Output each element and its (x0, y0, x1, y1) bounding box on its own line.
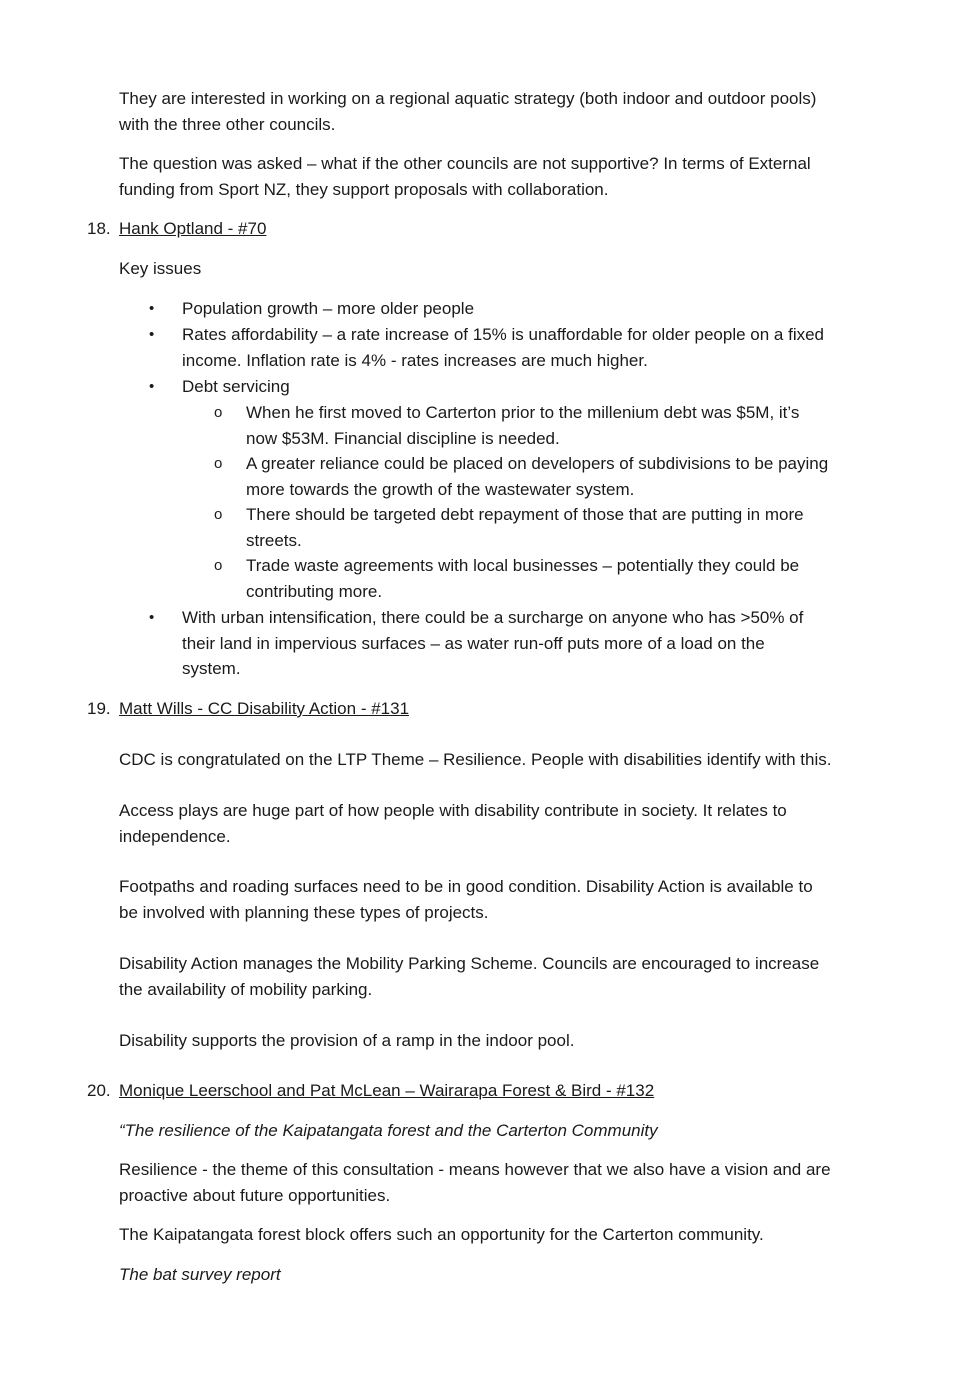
intro-p2-line2: funding from Sport NZ, they support proposals with collaboration. (119, 180, 609, 199)
item-18-number: 18. (87, 219, 111, 238)
item-19-heading: Matt Wills - CC Disability Action - #131 (119, 699, 410, 718)
sub-bullet-1-line1: When he first moved to Carterton prior to the millenium debt was $5M, it’s (246, 403, 800, 422)
sub-bullet-3-line1: There should be targeted debt repayment of those that are putting in more (246, 505, 804, 524)
item-19-p2-line2: independence. (119, 827, 231, 846)
sub-bullet-2-line1: A greater reliance could be placed on developers of subdivisions to be paying (246, 454, 829, 473)
item-19-p3-line1: Footpaths and roading surfaces need to be in good condition. Disability Action is available to (119, 877, 813, 896)
sub-bullet-2-line2: more towards the growth of the wastewater system. (246, 480, 635, 499)
item-19-number: 19. (87, 699, 111, 718)
item-18-heading: Hank Optland - #70 (119, 219, 267, 238)
sub-bullet-icon: o (214, 404, 223, 421)
sub-bullet-1-line2: now $53M. Financial discipline is needed. (246, 429, 560, 448)
bullet-3: Debt servicing (182, 377, 290, 396)
sub-bullet-icon: o (214, 506, 223, 523)
bullet-2-line2: income. Inflation rate is 4% - rates increases are much higher. (182, 351, 648, 370)
bullet-icon: • (149, 326, 155, 343)
item-20-p1-line2: proactive about future opportunities. (119, 1186, 391, 1205)
item-20-p1-line1: Resilience - the theme of this consultation - means however that we also have a vision and are (119, 1160, 831, 1179)
bullet-4-line2: their land in impervious surfaces – as water run-off puts more of a load on the (182, 634, 765, 653)
item-19-p4-line2: the availability of mobility parking. (119, 980, 373, 999)
intro-p1-line1: They are interested in working on a regional aquatic strategy (both indoor and outdoor pools) (119, 89, 817, 108)
bullet-1: Population growth – more older people (182, 299, 475, 318)
sub-bullet-4-line1: Trade waste agreements with local businesses – potentially they could be (246, 556, 800, 575)
item-19-p5: Disability supports the provision of a ramp in the indoor pool. (119, 1031, 575, 1050)
bullet-icon: • (149, 378, 155, 395)
item-20-p2: The Kaipatangata forest block offers such an opportunity for the Carterton community. (119, 1225, 764, 1244)
item-20-quote: “The resilience of the Kaipatangata forest and the Carterton Community (119, 1121, 658, 1140)
bullet-icon: • (149, 300, 155, 317)
bullet-4-line1: With urban intensification, there could be a surcharge on anyone who has >50% of (182, 608, 804, 627)
item-18-subheading: Key issues (119, 259, 202, 278)
item-20-number: 20. (87, 1081, 111, 1100)
sub-bullet-4-line2: contributing more. (246, 582, 383, 601)
item-19-p1: CDC is congratulated on the LTP Theme – Resilience. People with disabilities identify with this. (119, 750, 832, 769)
item-20-p3: The bat survey report (119, 1265, 281, 1284)
bullet-2-line1: Rates affordability – a rate increase of 15% is unaffordable for older people on a fixed (182, 325, 824, 344)
bullet-icon: • (149, 609, 155, 626)
sub-bullet-icon: o (214, 455, 223, 472)
intro-p2-line1: The question was asked – what if the other councils are not supportive? In terms of External (119, 154, 811, 173)
sub-bullet-icon: o (214, 557, 223, 574)
bullet-4-line3: system. (182, 659, 241, 678)
intro-p1-line2: with the three other councils. (119, 115, 336, 134)
item-19-p3-line2: be involved with planning these types of projects. (119, 903, 489, 922)
item-19-p4-line1: Disability Action manages the Mobility Parking Scheme. Councils are encouraged to increase (119, 954, 820, 973)
item-20-heading: Monique Leerschool and Pat McLean – Wairarapa Forest & Bird - #132 (119, 1081, 655, 1100)
item-19-p2-line1: Access plays are huge part of how people with disability contribute in society. It relates to (119, 801, 787, 820)
sub-bullet-3-line2: streets. (246, 531, 302, 550)
